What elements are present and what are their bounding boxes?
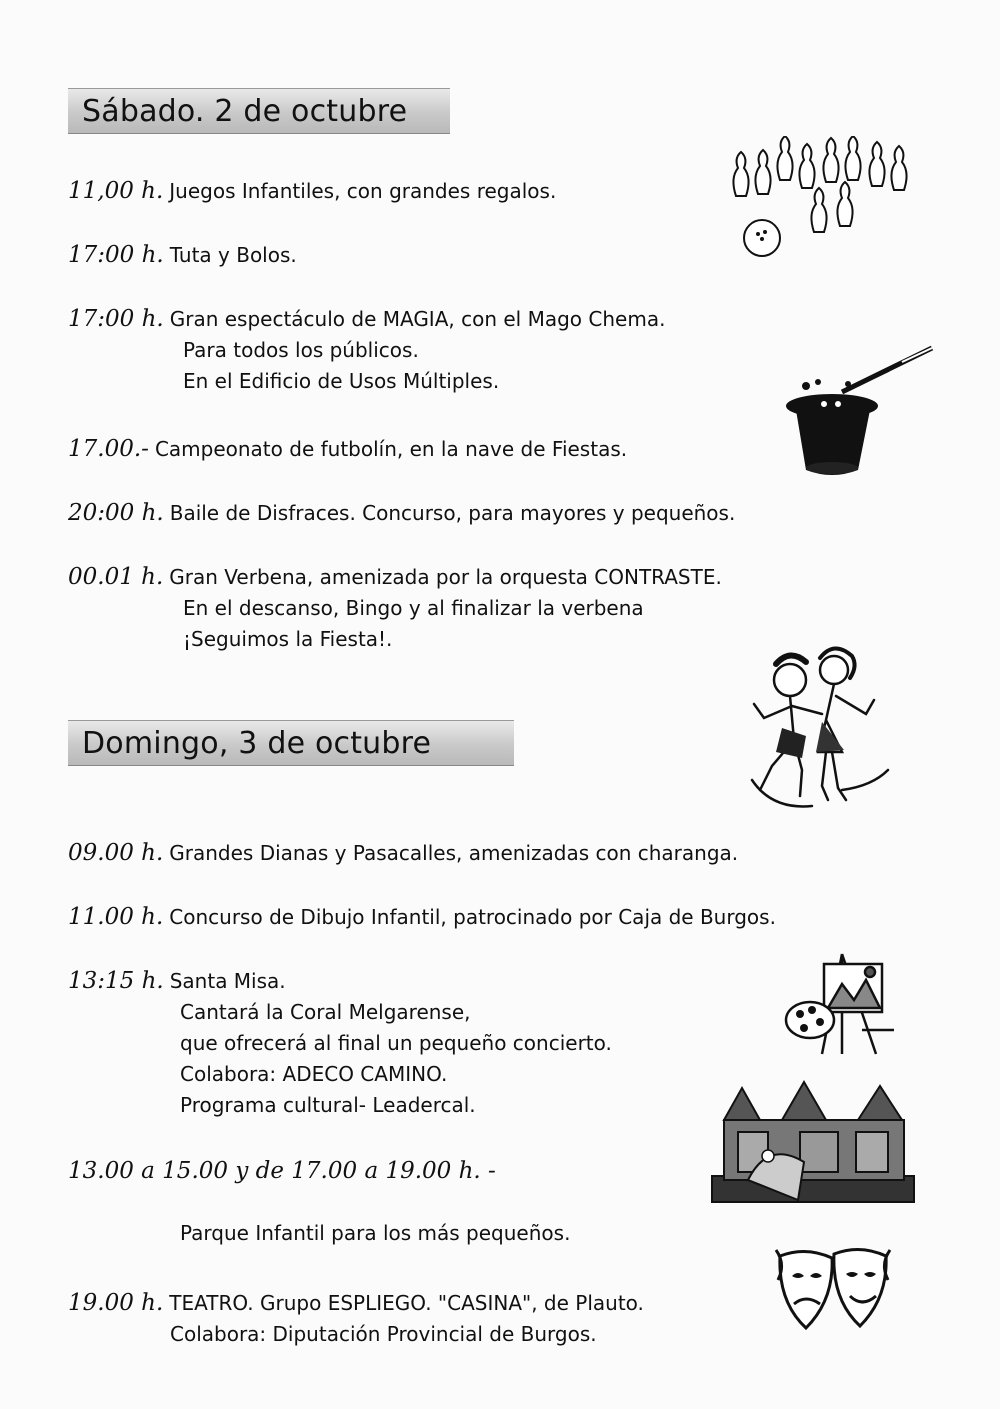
event-time: 13.00 a 15.00 y de 17.00 a 19.00 h. - <box>68 1158 496 1184</box>
event-time: 20:00 h. <box>68 500 164 526</box>
event-desc: Campeonato de futbolín, en la nave de Fiestas. <box>154 437 628 461</box>
event-desc-line: Cantará la Coral Melgarense, <box>180 1000 471 1024</box>
dancing-couple-icon <box>742 640 892 810</box>
event-time: 17:00 h. <box>68 242 164 268</box>
event-desc-line: Para todos los públicos. <box>183 338 419 362</box>
event-time: 17.00.- <box>68 436 149 462</box>
magic-hat-icon <box>782 344 938 480</box>
event-sat-4 <box>68 434 627 465</box>
event-time: 11,00 h. <box>68 178 164 204</box>
event-desc-line: En el descanso, Bingo y al finalizar la verbena <box>183 596 644 620</box>
event-desc: Grandes Dianas y Pasacalles, amenizadas con charanga. <box>169 841 739 865</box>
painting-easel-icon <box>782 950 902 1056</box>
event-desc-line: Colabora: ADECO CAMINO. <box>180 1062 448 1086</box>
event-desc-line: Colabora: Diputación Provincial de Burgos. <box>170 1322 597 1346</box>
event-sun-2 <box>68 902 776 933</box>
event-time: 19.00 h. <box>68 1290 164 1316</box>
event-desc: TEATRO. Grupo ESPLIEGO. "CASINA", de Plauto. <box>169 1291 644 1315</box>
event-sat-5 <box>68 498 735 529</box>
event-time: 11.00 h. <box>68 904 164 930</box>
event-desc-line: Parque Infantil para los más pequeños. <box>180 1221 571 1245</box>
event-desc-line: En el Edificio de Usos Múltiples. <box>183 369 500 393</box>
event-sat-1 <box>68 176 556 207</box>
event-time: 09.00 h. <box>68 840 164 866</box>
event-desc-line: Programa cultural- Leadercal. <box>180 1093 476 1117</box>
event-sun-4 <box>68 1156 570 1249</box>
sunday-heading: Domingo, 3 de octubre <box>68 720 514 766</box>
saturday-heading: Sábado. 2 de octubre <box>68 88 450 134</box>
event-desc: Baile de Disfraces. Concurso, para mayores y pequeños. <box>169 501 736 525</box>
event-sat-6 <box>68 562 722 655</box>
bowling-pins-icon <box>728 136 918 260</box>
event-sat-3 <box>68 304 665 397</box>
event-time: 17:00 h. <box>68 306 164 332</box>
event-time: 13:15 h. <box>68 968 164 994</box>
event-sun-1 <box>68 838 738 869</box>
event-desc: Santa Misa. <box>169 969 286 993</box>
event-desc: Tuta y Bolos. <box>169 243 297 267</box>
event-desc: Concurso de Dibujo Infantil, patrocinado por Caja de Burgos. <box>169 905 776 929</box>
event-desc: Juegos Infantiles, con grandes regalos. <box>169 179 557 203</box>
event-desc: Gran espectáculo de MAGIA, con el Mago Chema. <box>169 307 666 331</box>
event-sat-2 <box>68 240 297 271</box>
event-time: 00.01 h. <box>68 564 164 590</box>
theater-masks-icon <box>772 1246 894 1338</box>
event-desc-line: que ofrecerá al final un pequeño concierto. <box>180 1031 612 1055</box>
event-sun-5 <box>68 1288 644 1350</box>
event-desc-line: ¡Seguimos la Fiesta!. <box>183 627 393 651</box>
event-desc: Gran Verbena, amenizada por la orquesta CONTRASTE. <box>169 565 722 589</box>
bouncy-castle-icon <box>708 1080 918 1208</box>
event-sun-3 <box>68 966 612 1121</box>
